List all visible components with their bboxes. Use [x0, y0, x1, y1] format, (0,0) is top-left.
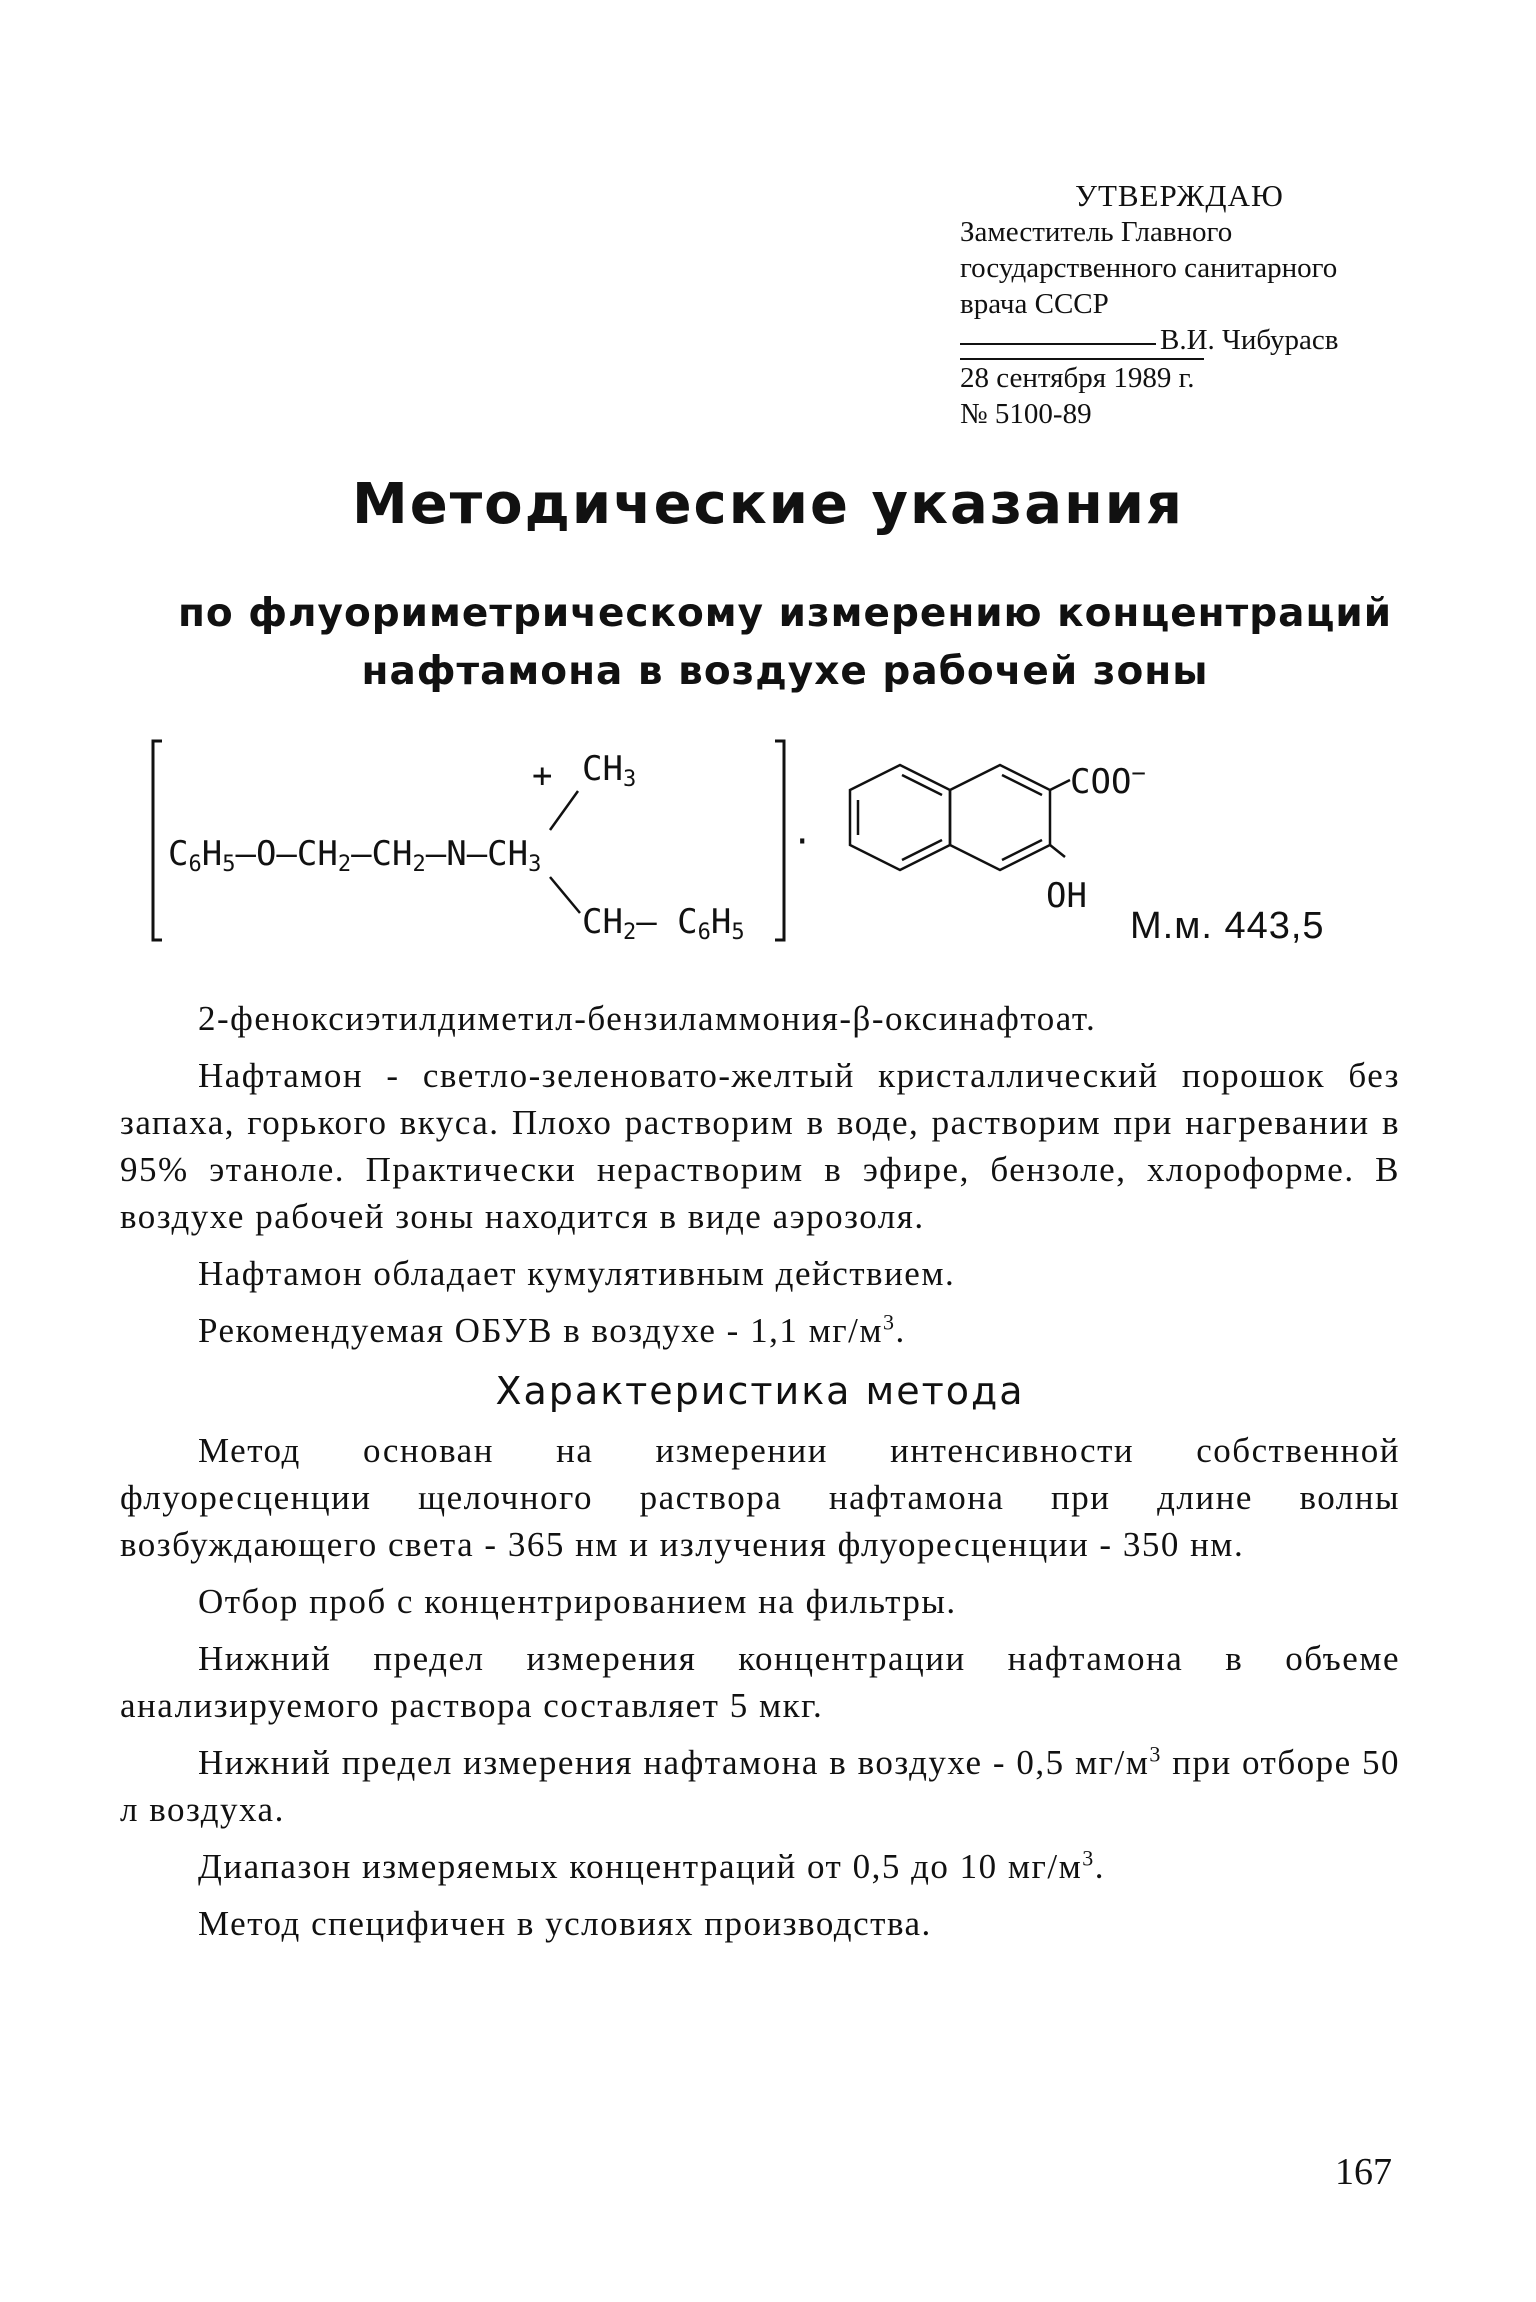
- formula-dot: ·: [792, 822, 813, 862]
- paragraph-sampling: Отбор проб с концентрированием на фильтры.: [198, 1582, 957, 1621]
- formula-ch3-top: CH3: [582, 749, 637, 792]
- bond-n-ch3-top: [550, 791, 578, 830]
- left-bracket: [153, 741, 162, 940]
- signature-blank: [960, 343, 1156, 345]
- naphthalene-ring: [850, 765, 1070, 870]
- formula-oh: OH: [1046, 876, 1087, 916]
- chemical-name: 2-феноксиэтилдиметил-бензиламмония-β-оксинафтоат.: [198, 999, 1097, 1038]
- approval-block: [960, 178, 1400, 432]
- paragraph-range: Диапазон измеряемых концентраций от 0,5 до 10 $мг/м^3$.: [198, 1845, 1106, 1886]
- paragraph-method-basis: Метод основан на измерении интенсивности собственной флуоресценции щелочного раствора нафтамона при длине волны возбуждающего света - 365 нм и излучения флуоресценции - 350 нм.: [120, 1431, 1400, 1564]
- document-body: [120, 995, 1400, 1957]
- paragraph-cumulative: Нафтамон обладает кумулятивным действием.: [198, 1254, 956, 1293]
- page-title: Методические указания: [352, 472, 1184, 537]
- formula-main-chain: C6H5–O–CH2–CH2–N–CH3: [168, 834, 542, 877]
- formula-plus: +: [532, 756, 553, 796]
- subtitle-line1: по флуориметрическому измерению концентраций: [177, 591, 1393, 636]
- approval-line2: государственного санитарного: [960, 252, 1338, 284]
- right-bracket: [775, 741, 784, 940]
- page-number: 167: [1335, 2151, 1392, 2193]
- bond-n-ch2-bottom: [550, 877, 580, 913]
- molar-mass: М.м. 443,5: [1130, 905, 1325, 947]
- approval-date: 28 сентября 1989 г.: [960, 358, 1204, 396]
- section-heading: Характеристика метода: [495, 1369, 1025, 1413]
- approval-heading: УТВЕРЖДАЮ: [1075, 178, 1284, 213]
- paragraph-lower-limit-air: Нижний предел измерения нафтамона в воздухе - 0,5 $мг/м^3$ при отборе 50 л воздуха.: [120, 1741, 1401, 1829]
- approval-line1: Заместитель Главного: [960, 216, 1233, 248]
- paragraph-lower-limit-solution: Нижний предел измерения концентрации нафтамона в объеме анализируемого раствора составляет 5 мкг.: [120, 1639, 1400, 1725]
- paragraph-obuv: Рекомендуемая ОБУВ в воздухе - 1,1 $мг/м^3$.: [198, 1309, 906, 1350]
- approval-line3: врача СССР: [960, 288, 1109, 320]
- page-subtitle: [150, 585, 1420, 701]
- approval-signature-line: [960, 322, 1400, 358]
- formula-bottom-group: CH2– C6H5: [582, 902, 745, 945]
- formula-coo: COO−: [1070, 759, 1146, 802]
- paragraph-description: Нафтамон - светло-зеленовато-желтый кристаллический порошок без запаха, горького вкуса. Плохо растворим в воде, растворим при нагревании в 95% этаноле. Практически нерастворим в эфире, бензоле, хлороформе. В воздухе рабочей зоны находится в виде аэрозоля.: [120, 1056, 1400, 1236]
- approval-number: № 5100-89: [960, 398, 1092, 430]
- paragraph-specificity: Метод специфичен в условиях производства.: [198, 1904, 932, 1943]
- approval-signatory: В.И. Чибурасв: [1160, 324, 1339, 356]
- subtitle-line2: нафтамона в воздухе рабочей зоны: [361, 649, 1209, 694]
